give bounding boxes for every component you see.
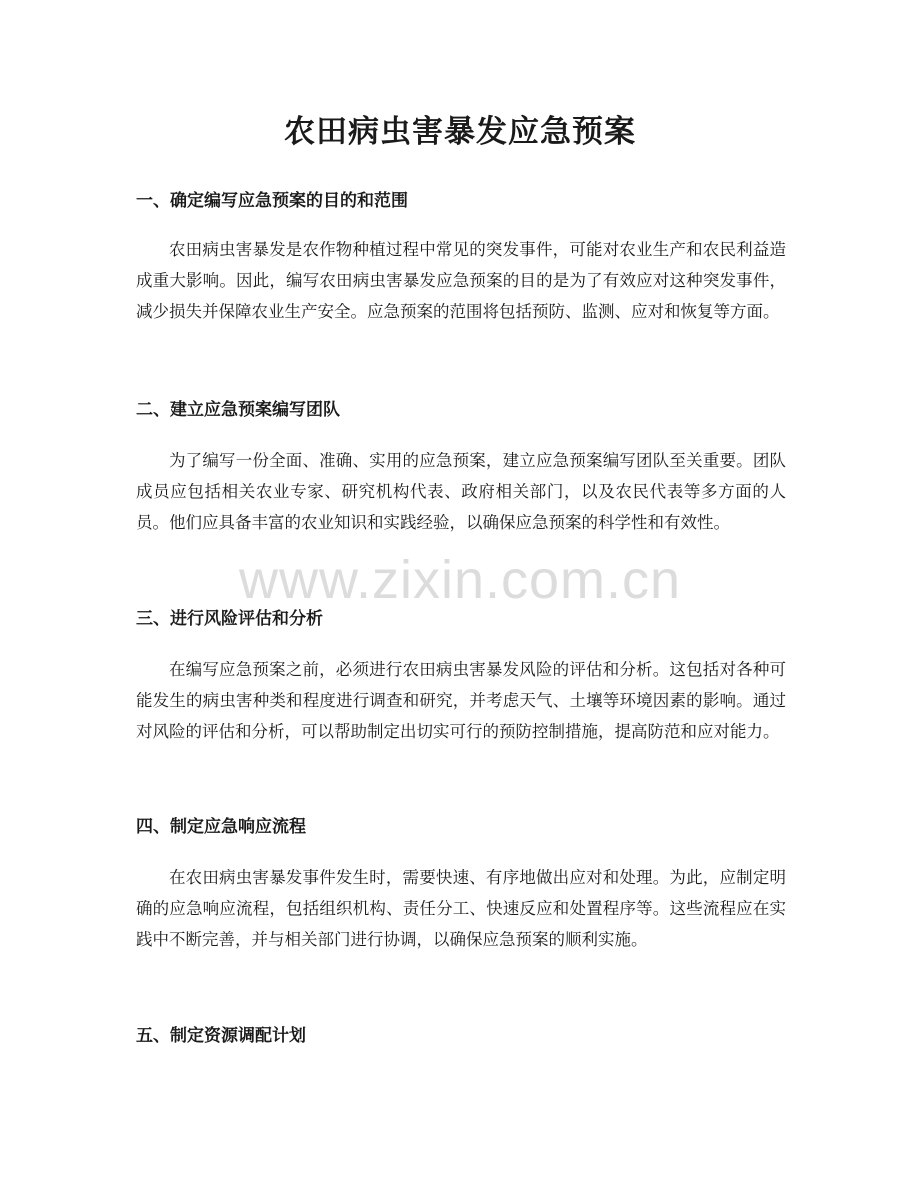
section-3-body: 在编写应急预案之前，必须进行农田病虫害暴发风险的评估和分析。这包括对各种可能发生的病虫害种类和程度进行调查和研究，并考虑天气、土壤等环境因素的影响。通过对风险的评估和分析，可以帮助制定出切实可行的预防控制措施，提高防范和应对能力。 xyxy=(136,660,786,741)
section-2-body: 为了编写一份全面、准确、实用的应急预案，建立应急预案编写团队至关重要。团队成员应包括相关农业专家、研究机构代表、政府相关部门，以及农民代表等多方面的人员。他们应具备丰富的农业知识和实践经验，以确保应急预案的科学性和有效性。 xyxy=(136,451,786,532)
section-1-body: 农田病虫害暴发是农作物种植过程中常见的突发事件，可能对农业生产和农民利益造成重大影响。因此，编写农田病虫害暴发应急预案的目的是为了有效应对这种突发事件，减少损失并保障农业生产安全。应急预案的范围将包括预防、监测、应对和恢复等方面。 xyxy=(136,240,786,321)
section-1-heading: 一、确定编写应急预案的目的和范围 xyxy=(136,191,408,211)
section-4-body: 在农田病虫害暴发事件发生时，需要快速、有序地做出应对和处理。为此，应制定明确的应急响应流程，包括组织机构、责任分工、快速反应和处置程序等。这些流程应在实践中不断完善，并与相关部门进行协调，以确保应急预案的顺利实施。 xyxy=(136,868,786,949)
section-2-heading: 二、建立应急预案编写团队 xyxy=(136,400,340,420)
watermark-text: www.zixin.com.cn xyxy=(238,550,682,610)
section-4-heading: 四、制定应急响应流程 xyxy=(136,817,306,837)
section-5-heading: 五、制定资源调配计划 xyxy=(136,1026,306,1046)
section-3-heading: 三、进行风险评估和分析 xyxy=(136,609,323,629)
document-title: 农田病虫害暴发应急预案 xyxy=(284,114,636,150)
